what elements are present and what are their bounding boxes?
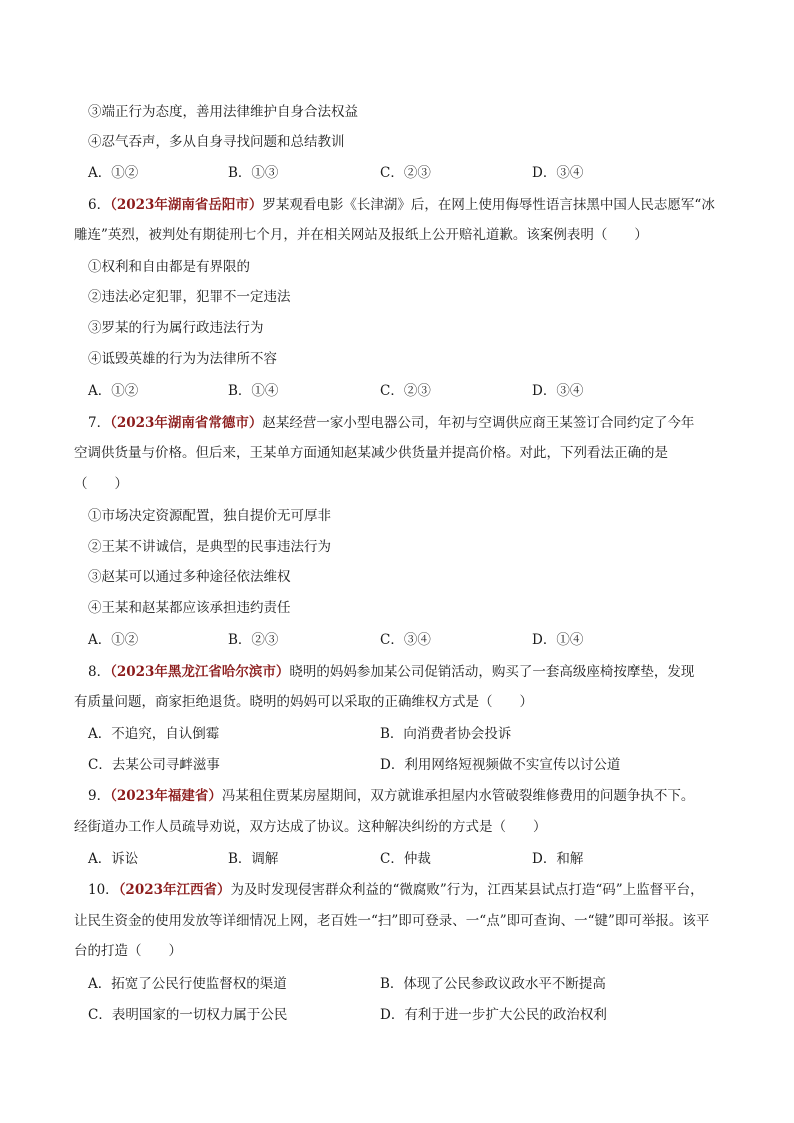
q6-option-b[interactable]: B．①④	[228, 383, 279, 399]
q8-option-d[interactable]: D．利用网络短视频做不实宣传以讨公道	[380, 757, 621, 773]
q9-options	[88, 850, 748, 868]
q5-option-b[interactable]: B．①③	[228, 165, 279, 181]
q10-stem-line-2: 让民生资金的使用发放等详细情况上网，老百姓一“扫”即可登录、一“点”即可查询、一“键”即可举报。该平	[74, 913, 710, 929]
q7-item-3: ③赵某可以通过多种途径依法维权	[88, 569, 291, 585]
q8-option-c[interactable]: C．去某公司寻衅滋事	[88, 757, 220, 773]
q7-item-1: ①市场决定资源配置，独自提价无可厚非	[88, 508, 331, 524]
q10-option-a[interactable]: A．拓宽了公民行使监督权的渠道	[88, 976, 287, 992]
q10-option-d[interactable]: D．有利于进一步扩大公民的政治权利	[380, 1007, 607, 1023]
q7-item-4: ④王某和赵某都应该承担违约责任	[88, 600, 291, 616]
q9-stem-line-1: 9．（2023年福建省）冯某租住贾某房屋期间，双方就谁承担屋内水管破裂维修费用的问题争执不下。	[88, 788, 695, 804]
q10-options-row-2	[88, 1006, 748, 1024]
q6-item-4: ④诋毁英雄的行为为法律所不容	[88, 351, 277, 367]
q9-option-c[interactable]: C．仲裁	[380, 851, 431, 867]
q8-option-a[interactable]: A．不追究，自认倒霉	[88, 726, 220, 742]
q8-stem-line-2: 有质量问题，商家拒绝退货。晓明的妈妈可以采取的正确维权方式是（ ）	[74, 694, 533, 710]
q7-options	[88, 631, 748, 649]
q10-number: 10．	[88, 882, 119, 898]
q9-option-a[interactable]: A．诉讼	[88, 851, 139, 867]
q8-options-row-2	[88, 756, 748, 774]
q7-option-b[interactable]: B．②③	[228, 632, 279, 648]
q7-option-c[interactable]: C．③④	[380, 632, 431, 648]
q6-option-d[interactable]: D．③④	[532, 383, 584, 399]
q6-item-2: ②违法必定犯罪，犯罪不一定违法	[88, 289, 291, 305]
q5-option-a[interactable]: A．①②	[88, 165, 139, 181]
q7-option-d[interactable]: D．①④	[532, 632, 584, 648]
q10-option-c[interactable]: C．表明国家的一切权力属于公民	[88, 1007, 288, 1023]
q7-option-a[interactable]: A．①②	[88, 632, 139, 648]
q9-stem-line-2: 经街道办工作人员疏导劝说，双方达成了协议。这种解决纠纷的方式是（ ）	[74, 819, 547, 835]
q6-stem-line-2: 雕连”英烈，被判处有期徒刑七个月，并在相关网站及报纸上公开赔礼道歉。该案例表明（ ）	[74, 227, 648, 243]
q9-number: 9．	[88, 788, 111, 804]
q7-stem-line-2: 空调供货量与价格。但后来，王某单方面通知赵某减少供货量并提高价格。对此，下列看法正确的是	[74, 445, 668, 461]
q10-stem-line-3: 台的打造（ ）	[74, 943, 182, 959]
q6-number: 6．	[88, 197, 111, 213]
q6-stem-line-1: 6．（2023年湖南省岳阳市）罗某观看电影《长津湖》后，在网上使用侮辱性语言抹黑中国人民志愿军“冰	[88, 197, 715, 213]
q5-option-c[interactable]: C．②③	[380, 165, 431, 181]
q6-source: （2023年湖南省岳阳市）	[110, 197, 263, 213]
q8-options-row-1	[88, 725, 748, 743]
q9-option-b[interactable]: B．调解	[228, 851, 279, 867]
q6-item-3: ③罗某的行为属行政违法行为	[88, 320, 264, 336]
q9-option-d[interactable]: D．和解	[532, 851, 584, 867]
q5-item-4: ④忍气吞声，多从自身寻找问题和总结教训	[88, 134, 345, 150]
q8-number: 8．	[88, 664, 111, 680]
q8-source: （2023年黑龙江省哈尔滨市）	[110, 664, 290, 680]
q10-options-row-1	[88, 975, 748, 993]
q7-source: （2023年湖南省常德市）	[110, 415, 263, 431]
q5-options	[88, 164, 748, 182]
q7-stem-line-1: 7．（2023年湖南省常德市）赵某经营一家小型电器公司，年初与空调供应商王某签订合同约定了今年	[88, 415, 695, 431]
q6-option-a[interactable]: A．①②	[88, 383, 139, 399]
q6-option-c[interactable]: C．②③	[380, 383, 431, 399]
q7-item-2: ②王某不讲诚信，是典型的民事违法行为	[88, 539, 331, 555]
q8-option-b[interactable]: B．向消费者协会投诉	[380, 726, 512, 742]
q10-source: （2023年江西省）	[118, 882, 231, 898]
q5-item-3: ③端正行为态度，善用法律维护自身合法权益	[88, 104, 358, 120]
q7-stem-line-3: （ ）	[74, 476, 128, 492]
q10-stem-line-1: 10．（2023年江西省）为及时发现侵害群众利益的“微腐败”行为，江西某县试点打造“码”上监督平台，	[88, 882, 704, 898]
q5-option-d[interactable]: D．③④	[532, 165, 584, 181]
q6-item-1: ①权利和自由都是有界限的	[88, 259, 250, 275]
q7-number: 7．	[88, 415, 111, 431]
q8-stem-line-1: 8．（2023年黑龙江省哈尔滨市）晓明的妈妈参加某公司促销活动，购买了一套高级座椅按摩垫，发现	[88, 664, 695, 680]
q10-option-b[interactable]: B．体现了公民参政议政水平不断提高	[380, 976, 606, 992]
q6-options	[88, 382, 748, 400]
q9-source: （2023年福建省）	[110, 788, 222, 804]
